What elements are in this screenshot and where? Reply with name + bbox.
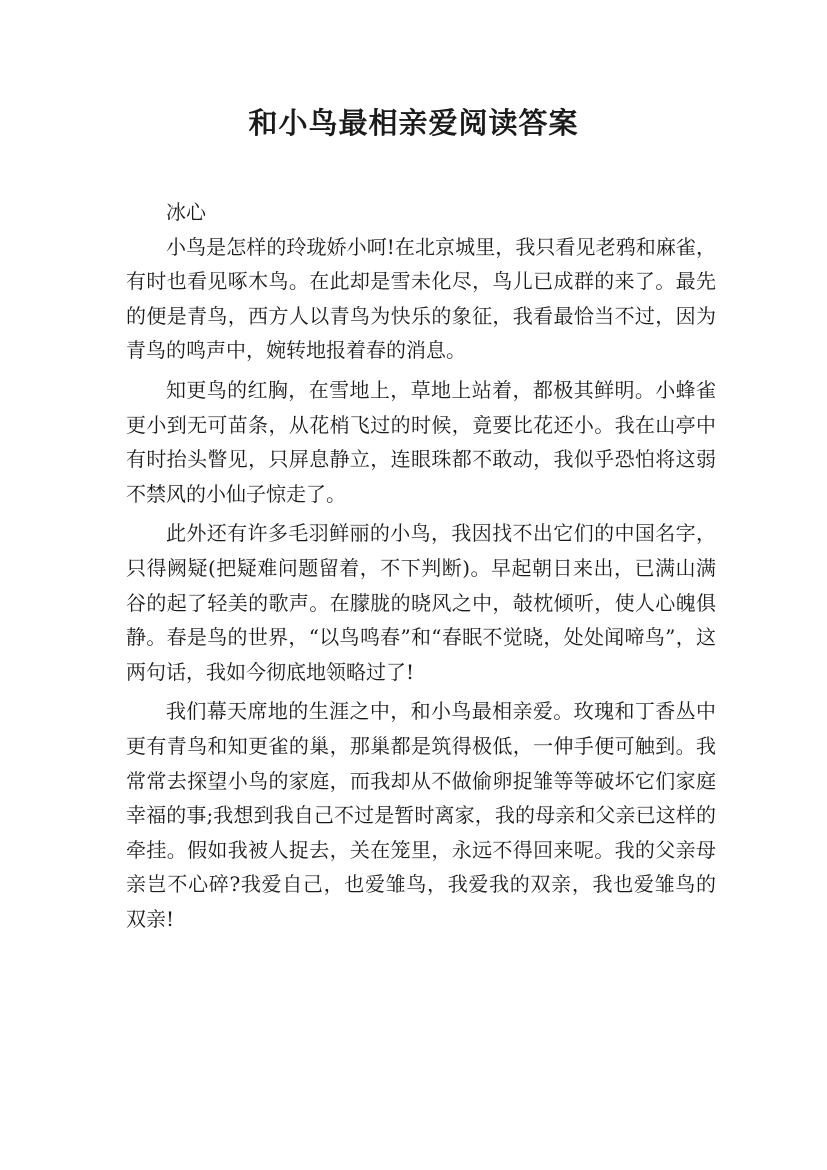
paragraph-2: 知更鸟的红胸，在雪地上，草地上站着，都极其鲜明。小蜂雀更小到无可苗条，从花梢飞过的时候，竟要比花还小。我在山亭中有时抬头瞥见，只屏息静立，连眼珠都不敢动，我似乎恐怕将这弱不禁风的小仙子惊走了。: [126, 377, 716, 506]
paragraph-1: 小鸟是怎样的玲珑娇小呵!在北京城里，我只看见老鸦和麻雀，有时也看见啄木鸟。在此却是雪未化尽，鸟儿已成群的来了。最先的便是青鸟，西方人以青鸟为快乐的象征，我看最恰当不过，因为青鸟的鸣声中，婉转地报着春的消息。: [126, 234, 716, 363]
document-title: 和小鸟最相亲爱阅读答案: [248, 106, 579, 140]
author-name: 冰心: [166, 200, 206, 224]
document-body: [126, 195, 716, 936]
paragraph-4: 我们幕天席地的生涯之中，和小鸟最相亲爱。玫瑰和丁香丛中更有青鸟和知更雀的巢，那巢都是筑得极低，一伸手便可触到。我常常去探望小鸟的家庭，而我却从不做偷卵捉雏等等破坏它们家庭幸福的事;我想到我自己不过是暂时离家，我的母亲和父亲已这样的牵挂。假如我被人捉去，关在笼里，永远不得回来呢。我的父亲母亲岂不心碎?我爱自己，也爱雏鸟，我爱我的双亲，我也爱雏鸟的双亲!: [126, 699, 716, 931]
paragraph-3: 此外还有许多毛羽鲜丽的小鸟，我因找不出它们的中国名字，只得阙疑(把疑难问题留着，不下判断)。早起朝日来出，已满山满谷的起了轻美的歌声。在朦胧的晓风之中，攲枕倾听，使人心魄俱静。春是鸟的世界，“以鸟鸣春”和“春眠不觉晓，处处闻啼鸟”，这两句话，我如今彻底地领略过了!: [126, 521, 716, 684]
